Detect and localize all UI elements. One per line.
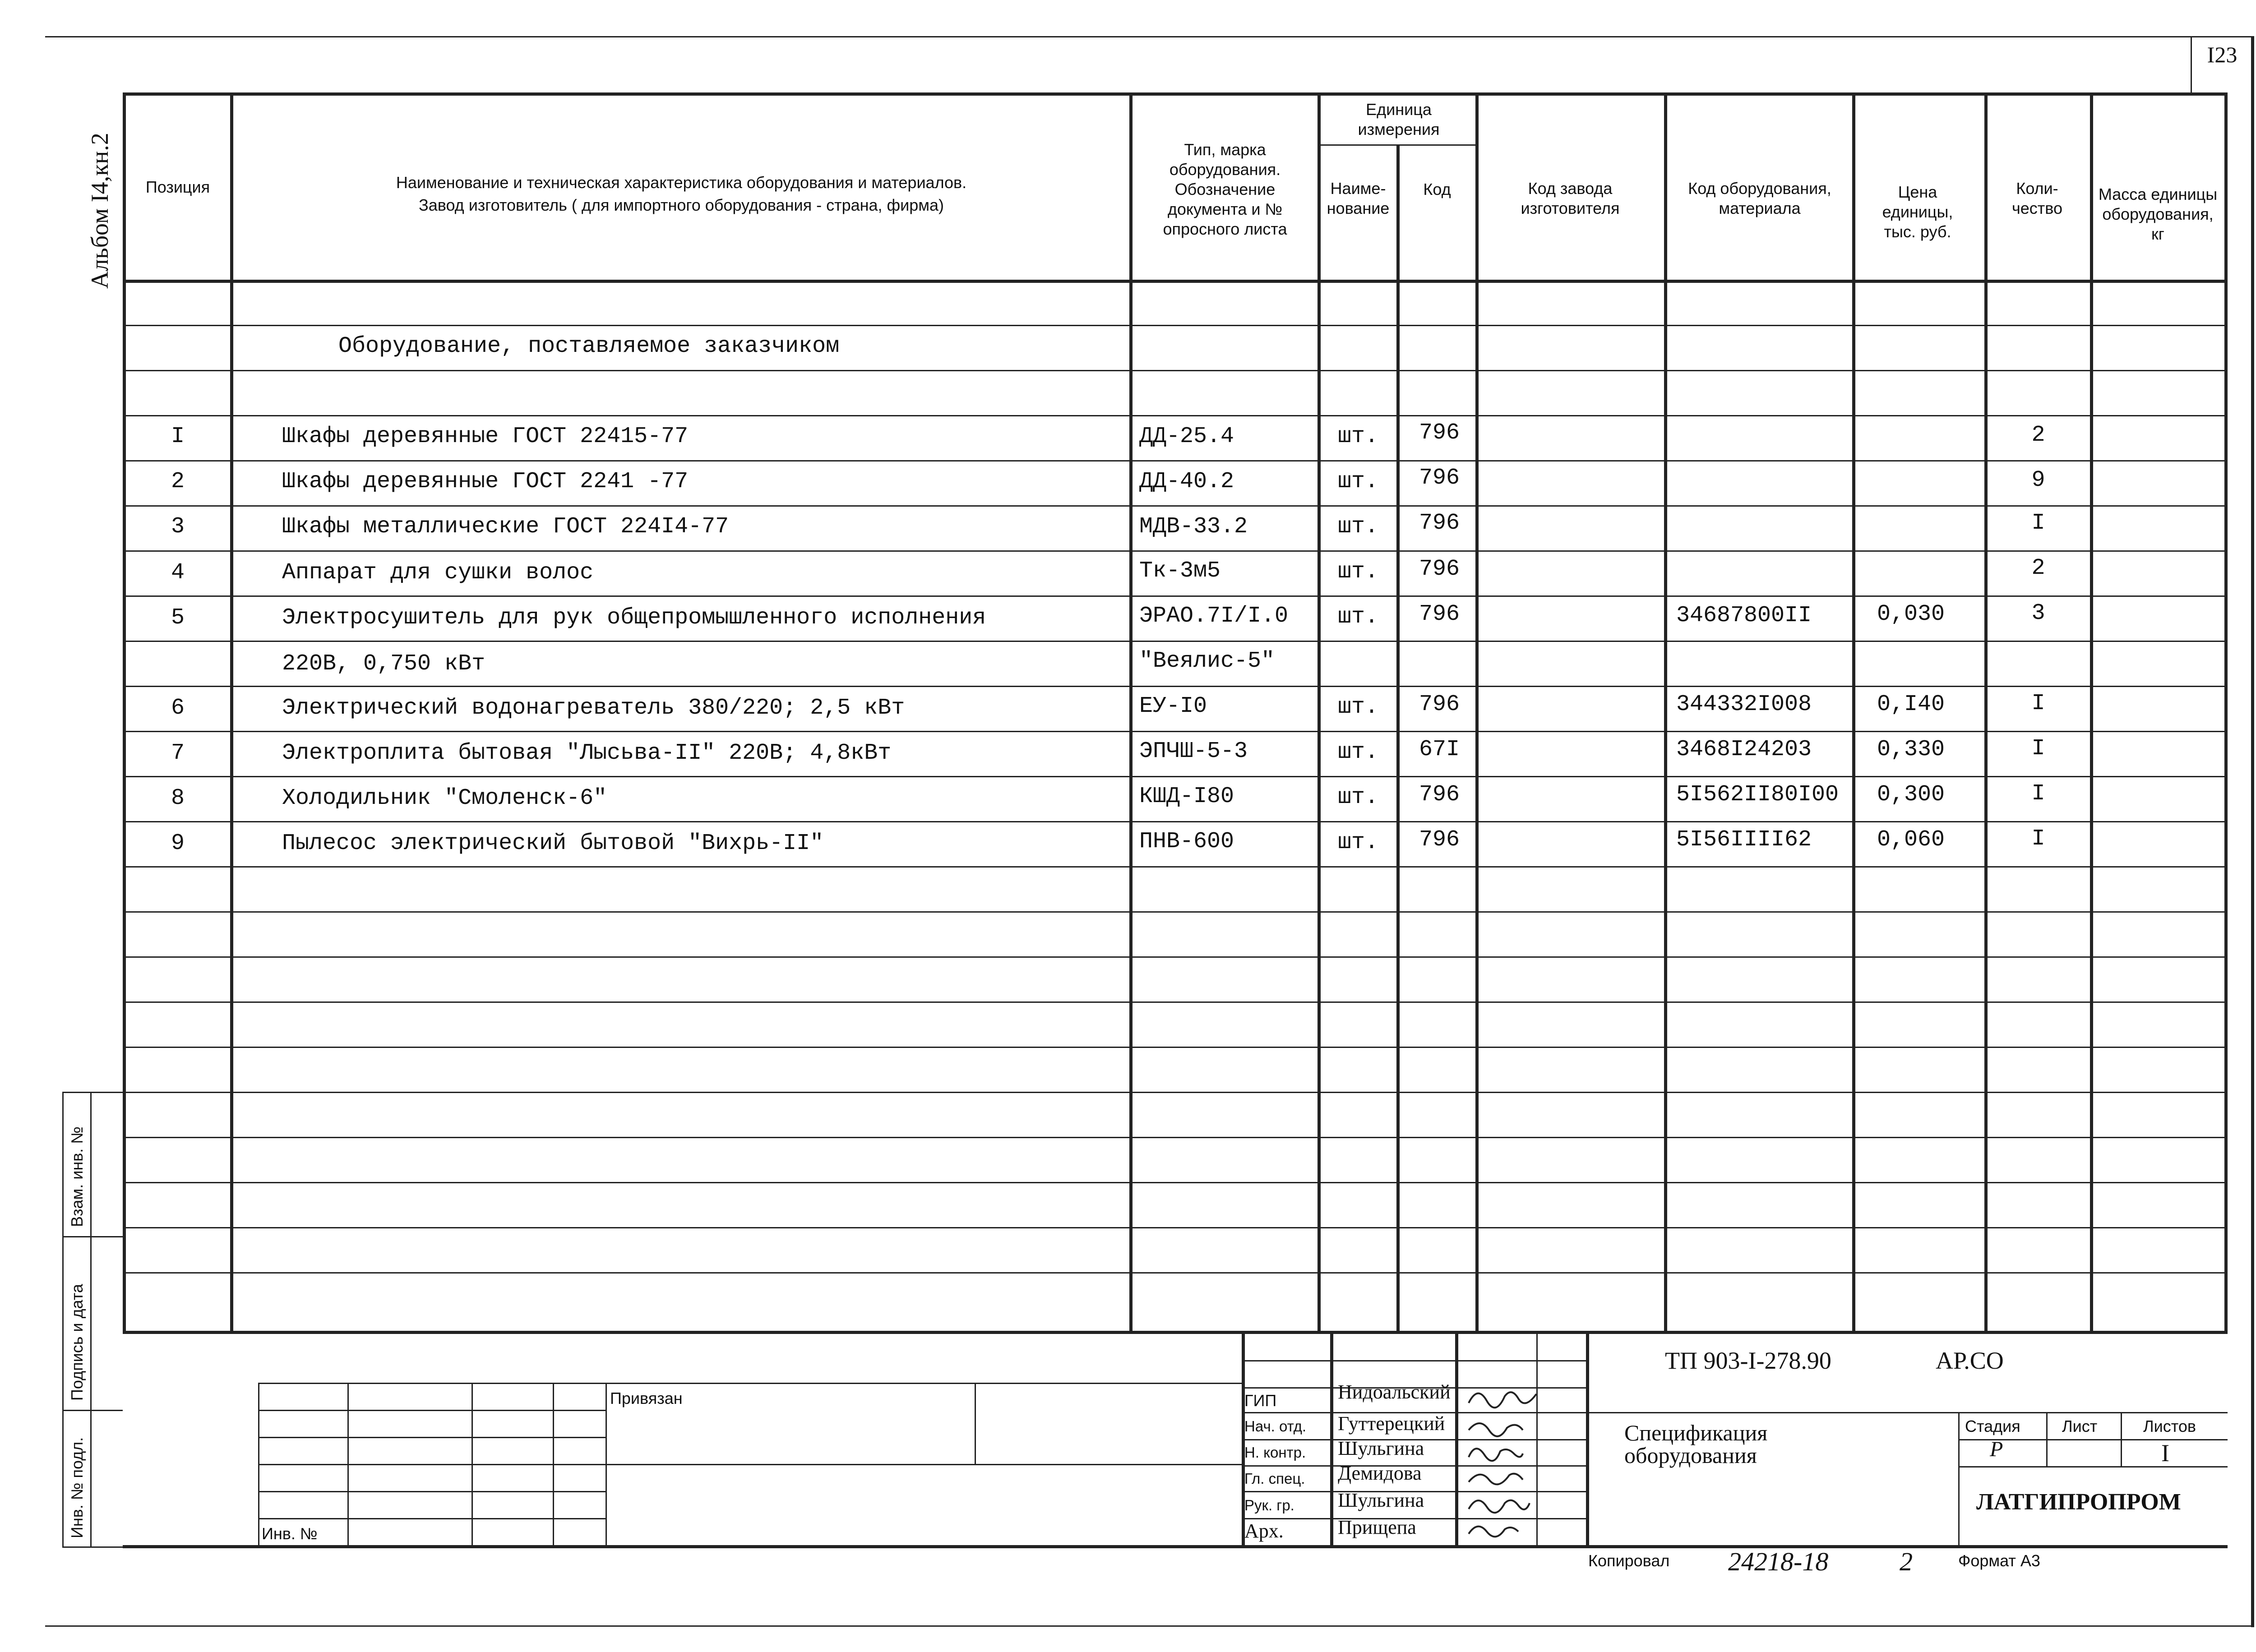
col-divider-name (1129, 92, 1133, 1334)
binding-col (472, 1383, 473, 1545)
cell-position: 9 (171, 831, 185, 856)
sheet-label: Лист (2062, 1417, 2098, 1435)
row-line (123, 686, 2228, 687)
tb-main-col (1958, 1412, 1960, 1545)
cell-qty: 3 (2031, 600, 2045, 626)
binding-top (258, 1383, 1242, 1384)
cell-unit: шт. (1338, 559, 1379, 585)
table-top-border (123, 92, 2228, 96)
cell-code: 67I (1419, 737, 1460, 762)
cell-name: Электрический водонагреватель 380/220; 2,5 кВт (282, 695, 905, 721)
cell-unit: шт. (1338, 830, 1379, 855)
header-quantity: Коли-чество (2011, 179, 2062, 217)
row-line (123, 1137, 2228, 1138)
cell-code: 796 (1419, 692, 1460, 717)
signatures (1460, 1380, 1586, 1543)
cell-qty: 2 (2031, 422, 2045, 448)
row-line (123, 776, 2228, 777)
cell-name: Шкафы деревянные ГОСТ 2241 -77 (282, 469, 689, 494)
cell-qty: I (2031, 781, 2045, 807)
col-divider-price (1984, 92, 1988, 1334)
cell-qty: I (2031, 691, 2045, 716)
cell-qty: I (2031, 510, 2045, 536)
cell-unit: шт. (1338, 424, 1379, 449)
doc-sheet-code: АР.СО (1936, 1347, 2004, 1374)
cell-position: 2 (171, 469, 185, 494)
cell-name: Шкафы деревянные ГОСТ 22415-77 (282, 424, 689, 449)
side-stamp-div2 (62, 1410, 123, 1411)
role-n-kontr: Н. контр. (1244, 1444, 1306, 1461)
cell-code: 796 (1419, 827, 1460, 853)
cell-type: "Веялис-5" (1139, 648, 1275, 674)
cell-name: 220В, 0,750 кВт (282, 651, 485, 677)
cell-type: КШД-I80 (1139, 784, 1234, 809)
sheets-value: I (2161, 1440, 2169, 1467)
cell-type: ПНВ-600 (1139, 829, 1234, 854)
inv-no-label: Инв. № (262, 1524, 318, 1543)
col-divider-qty (2090, 92, 2093, 1334)
name-ruk-gr: Шульгина (1338, 1489, 1424, 1511)
cell-equipment-code: 5I562II80I00 (1676, 782, 1839, 808)
header-mass: Масса единицы оборудования, кг (2098, 185, 2218, 243)
row-line (123, 1047, 2228, 1048)
col-divider-eqcode (1852, 92, 1855, 1334)
copy-sheet: 2 (1900, 1547, 1913, 1576)
row-line (123, 325, 2228, 326)
right-border (2251, 36, 2254, 1627)
cell-qty: 9 (2031, 467, 2045, 493)
side-stamp-top (62, 1092, 123, 1093)
cell-qty: I (2031, 736, 2045, 761)
side-stamp-bottom (62, 1546, 123, 1548)
cell-unit: шт. (1338, 694, 1379, 720)
sheets-label: Листов (2143, 1417, 2196, 1435)
tb-main-div3 (1958, 1466, 2228, 1467)
header-price: Цена единицы, тыс. руб. (1882, 183, 1953, 241)
cell-qty: 2 (2031, 555, 2045, 581)
cell-unit: шт. (1338, 739, 1379, 765)
cell-type: МДВ-33.2 (1139, 514, 1248, 540)
cell-price: 0,300 (1877, 782, 1945, 808)
cell-name: Электросушитель для рук общепромышленного исполнения (282, 605, 986, 631)
cell-unit: шт. (1338, 469, 1379, 494)
header-unit-group: Единица измерения (1358, 100, 1440, 138)
side-stamp-podpis: Подпись и дата (68, 1284, 86, 1401)
binding-col (606, 1383, 607, 1545)
bottom-border (45, 1625, 2251, 1627)
cell-type: ДД-40.2 (1139, 469, 1234, 494)
header-unit-code: Код (1423, 180, 1451, 198)
table-bottom-border (123, 1331, 2228, 1334)
name-gl-spec: Демидова (1338, 1462, 1422, 1484)
cell-price: 0,330 (1877, 737, 1945, 762)
col-divider-position (230, 92, 233, 1334)
cell-name: Электроплита бытовая "Лысьва-II" 220В; 4,8кВт (282, 740, 892, 766)
doc-designation: ТП 903-I-278.90 (1665, 1347, 1831, 1374)
stage-label: Стадия (1965, 1417, 2020, 1435)
header-name-line2: Завод изготовитель ( для импортного оборудования - страна, фирма) (418, 196, 944, 214)
sheet-number: I23 (2207, 42, 2238, 67)
cell-equipment-code: 344332I008 (1676, 692, 1812, 717)
cell-unit: шт. (1338, 514, 1379, 540)
tb-main-div1 (1586, 1412, 2228, 1413)
role-arch: Арх. (1244, 1520, 1284, 1542)
binding-label: Привязан (610, 1389, 683, 1407)
cell-position: 6 (171, 695, 185, 721)
header-equipment-code: Код оборудования, материала (1688, 179, 1831, 217)
row-line (123, 1272, 2228, 1274)
cell-equipment-code: 5I56IIII62 (1676, 827, 1812, 853)
tb-row (1242, 1360, 1586, 1361)
cell-type: ЭРАО.7I/I.0 (1139, 603, 1289, 629)
side-stamp-left (62, 1092, 64, 1547)
cell-code: 796 (1419, 510, 1460, 536)
cell-code: 796 (1419, 465, 1460, 491)
col-divider-type (1318, 92, 1321, 1334)
unit-group-divider (1318, 144, 1475, 146)
row-line (123, 595, 2228, 597)
side-stamp-vzam: Взам. инв. № (68, 1126, 86, 1227)
stage-value: Р (1990, 1437, 2003, 1461)
header-bottom-border (123, 280, 2228, 283)
cell-unit: шт. (1338, 604, 1379, 630)
album-label: Альбом I4,кн.2 (86, 133, 113, 289)
doc-title-line2: оборудования (1624, 1443, 1757, 1468)
row-line (123, 415, 2228, 416)
name-arch: Прищепа (1338, 1516, 1416, 1538)
cell-type: Тк-3м5 (1139, 558, 1221, 584)
cell-position: 3 (171, 514, 185, 540)
header-factory-code: Код завода изготовителя (1521, 179, 1620, 217)
cell-code: 796 (1419, 782, 1460, 808)
row-line (123, 1227, 2228, 1228)
binding-col (347, 1383, 349, 1545)
top-border (45, 36, 2251, 37)
table-right-border (2224, 92, 2228, 1334)
cell-code: 796 (1419, 420, 1460, 446)
table-left-border (123, 92, 126, 1334)
cell-type: ЭПЧШ-5-3 (1139, 738, 1248, 764)
side-stamp-mid (90, 1092, 92, 1547)
col-divider-factory (1664, 92, 1667, 1334)
role-gl-spec: Гл. спец. (1244, 1470, 1305, 1487)
row-line (123, 1092, 2228, 1093)
col-divider-unit-code (1475, 92, 1479, 1334)
cell-type: ДД-25.4 (1139, 424, 1234, 449)
role-ruk-gr: Рук. гр. (1244, 1497, 1294, 1514)
row-line (123, 911, 2228, 913)
cell-equipment-code: 3468I24203 (1676, 737, 1812, 762)
binding-col (975, 1383, 976, 1464)
row-line (123, 731, 2228, 732)
role-nach-otd: Нач. отд. (1244, 1418, 1307, 1435)
row-line (123, 460, 2228, 461)
cell-name: Пылесос электрический бытовой "Вихрь-II" (282, 831, 824, 856)
cell-qty: I (2031, 826, 2045, 852)
row-line (123, 1182, 2228, 1183)
cell-code: 796 (1419, 601, 1460, 627)
section-title: Оборудование, поставляемое заказчиком (338, 333, 840, 359)
header-type: Тип, марка оборудования. Обозначение документа и № опросного листа (1163, 140, 1287, 238)
side-stamp-inv-podl: Инв. № подл. (68, 1437, 86, 1538)
copy-number: 24218-18 (1728, 1547, 1829, 1576)
header-position: Позиция (145, 178, 210, 196)
name-n-kontr: Шульгина (1338, 1437, 1424, 1459)
row-line (123, 641, 2228, 642)
row-line (123, 956, 2228, 958)
name-nach-otd: Гуттерецкий (1338, 1412, 1445, 1435)
cell-position: I (171, 424, 185, 449)
cell-name: Шкафы металлические ГОСТ 224I4-77 (282, 514, 729, 540)
row-line (123, 505, 2228, 507)
copied-label: Копировал (1588, 1551, 1670, 1570)
cell-position: 7 (171, 740, 185, 766)
cell-code: 796 (1419, 556, 1460, 582)
cell-type: ЕУ-I0 (1139, 693, 1207, 719)
cell-price: 0,060 (1877, 827, 1945, 853)
row-line (123, 370, 2228, 371)
col-divider-unit-name (1396, 144, 1400, 1334)
tb-col-date (1586, 1333, 1589, 1545)
cell-price: 0,I40 (1877, 692, 1945, 717)
side-stamp-div1 (62, 1236, 123, 1237)
doc-title-line1: Спецификация (1624, 1420, 1768, 1445)
cell-name: Аппарат для сушки волос (282, 560, 594, 586)
cell-name: Холодильник "Смоленск-6" (282, 785, 607, 811)
cell-position: 5 (171, 605, 185, 631)
row-line (123, 866, 2228, 868)
cell-equipment-code: 34687800II (1676, 603, 1812, 628)
binding-row (258, 1464, 1242, 1465)
role-gip: ГИП (1244, 1391, 1277, 1410)
header-name-line1: Наименование и техническая характеристика оборудования и материалов. (396, 173, 967, 192)
organization: ЛАТГИПРОПРОМ (1976, 1489, 2181, 1515)
row-line (123, 821, 2228, 822)
binding-col (553, 1383, 554, 1545)
sheet-number-box-left (2191, 36, 2192, 95)
binding-col (258, 1383, 259, 1545)
row-line (123, 1001, 2228, 1003)
cell-price: 0,030 (1877, 601, 1945, 627)
cell-position: 4 (171, 560, 185, 586)
name-gip: Нидоальский (1338, 1381, 1451, 1403)
row-line (123, 550, 2228, 552)
cell-position: 8 (171, 785, 185, 811)
header-unit-name: Наиме-нование (1327, 179, 1390, 217)
format-label: Формат А3 (1958, 1551, 2040, 1570)
cell-unit: шт. (1338, 784, 1379, 810)
